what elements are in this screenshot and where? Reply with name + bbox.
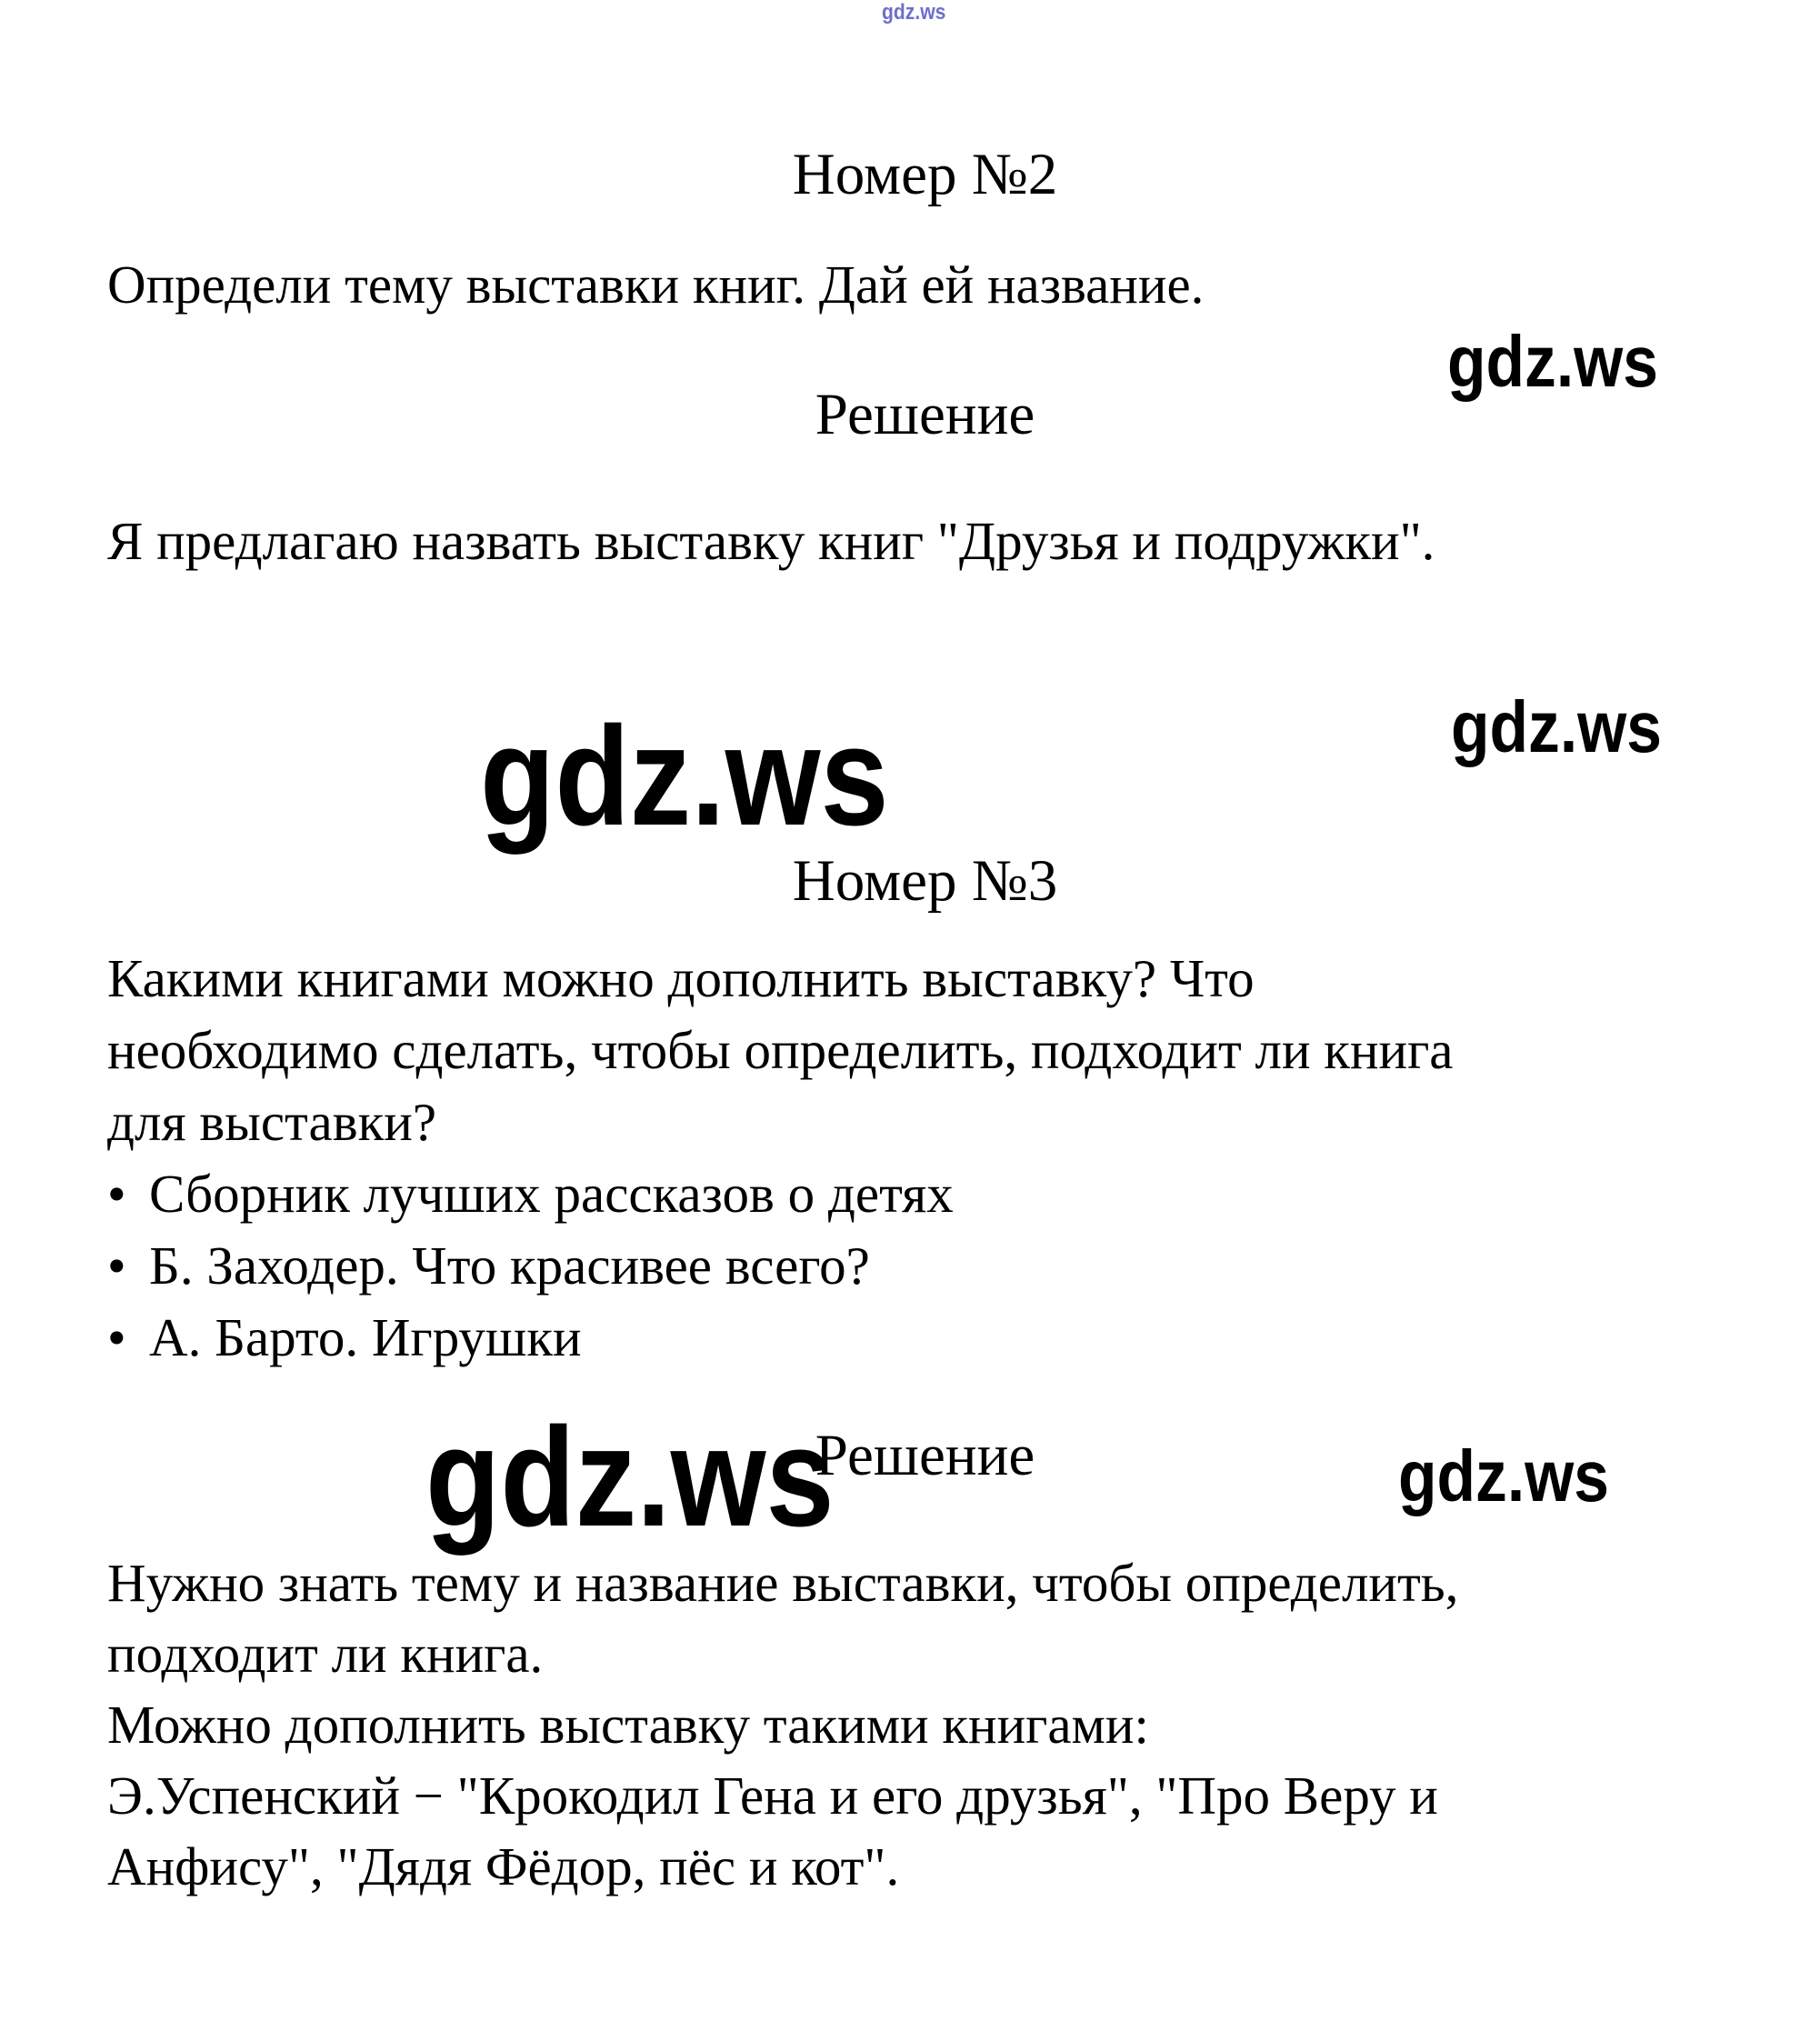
task3-answer-line: Анфису", "Дядя Фёдор, пёс и кот". [107,1836,900,1896]
watermark-gdzws-large-2: gdz.ws [425,1398,835,1556]
task2-solution-heading: Решение [815,382,1035,447]
watermark-gdzws-top: gdz.ws [882,0,946,25]
task2-question: Определи тему выставки книг. Дай ей название. [107,255,1205,315]
task3-book-title: Сборник лучших рассказов о детях [149,1164,954,1224]
task3-question-line: Какими книгами можно дополнить выставку? Что [107,948,1255,1008]
task3-answer-line: Э.Успенский − "Крокодил Гена и его друзья", "Про Веру и [107,1766,1438,1826]
watermark-gdzws-right-2: gdz.ws [1451,686,1663,767]
bullet-icon: • [107,1307,126,1367]
watermark-gdzws-right-1: gdz.ws [1447,321,1659,402]
task2-answer: Я предлагаю назвать выставку книг "Друзья и подружки". [107,511,1435,571]
task3-book-item [107,1230,1453,1302]
task3-heading: Номер №3 [792,848,1058,914]
task3-answer [107,1547,1458,1902]
task3-question [107,943,1453,1374]
task3-book-item [107,1158,1453,1230]
task3-question-line: для выставки? [107,1092,437,1152]
task3-book-title: Б. Заходер. Что красивее всего? [149,1236,870,1296]
task3-book-title: А. Барто. Игрушки [149,1307,582,1367]
task3-answer-line: подходит ли книга. [107,1624,544,1684]
task3-answer-line: Можно дополнить выставку такими книгами: [107,1695,1149,1755]
task3-solution-heading: Решение [815,1423,1035,1488]
task2-heading: Номер №2 [792,142,1058,207]
task3-answer-line: Нужно знать тему и название выставки, чтобы определить, [107,1553,1459,1613]
task3-question-line: необходимо сделать, чтобы определить, подходит ли книга [107,1020,1454,1080]
watermark-gdzws-large-1: gdz.ws [480,697,889,855]
watermark-gdzws-right-3: gdz.ws [1398,1436,1610,1516]
task3-book-item [107,1302,1453,1374]
bullet-icon: • [107,1164,126,1224]
bullet-icon: • [107,1236,126,1296]
